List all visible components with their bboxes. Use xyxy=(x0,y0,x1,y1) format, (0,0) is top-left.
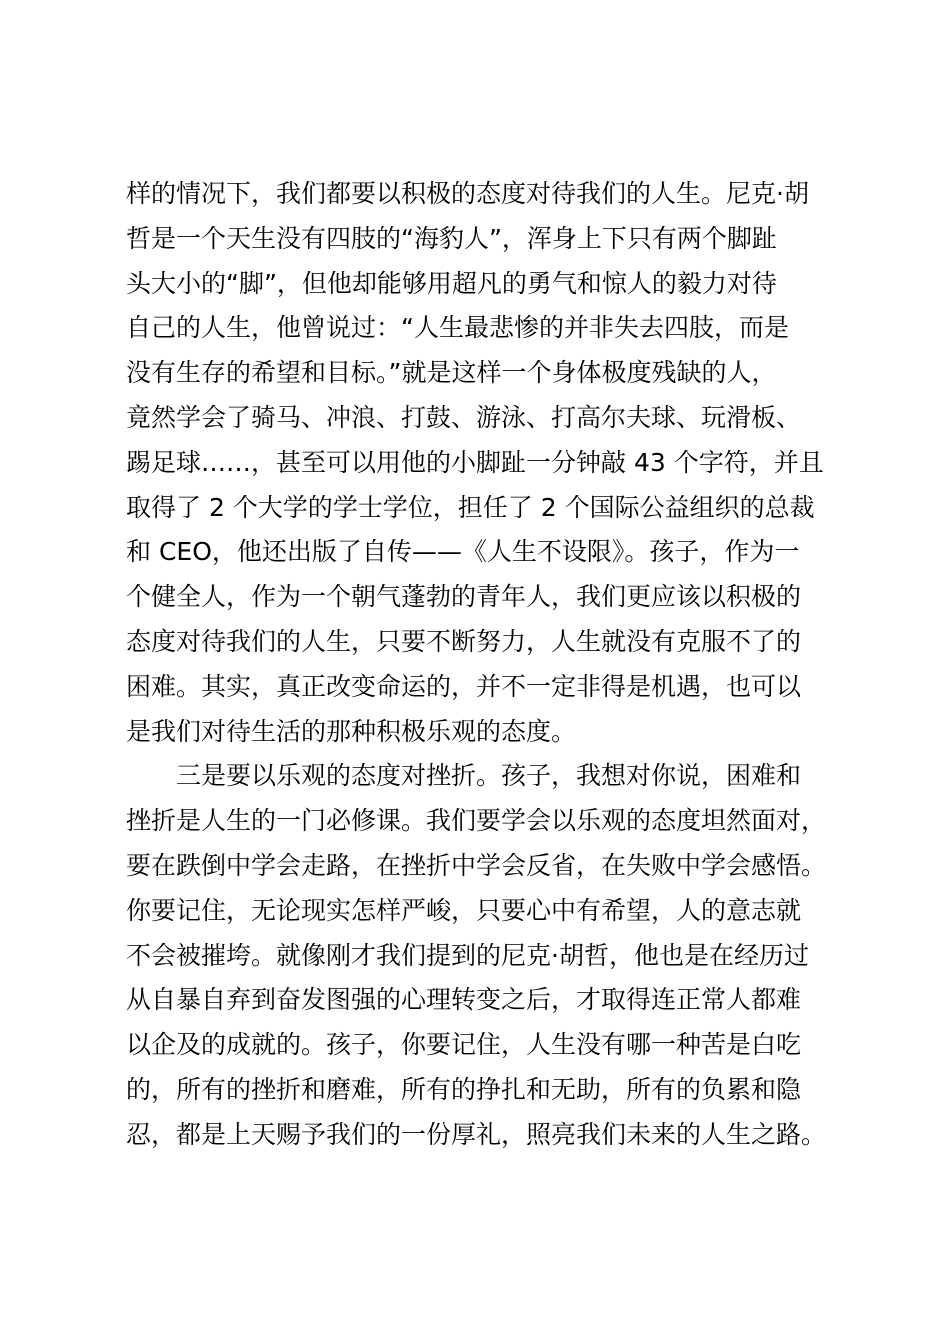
text-line: 和 CEO，他还出版了自传——《人生不设限》。孩子，作为一 xyxy=(126,537,800,567)
text-line: 头大小的“脚”，但他却能够用超凡的勇气和惊人的毅力对待 xyxy=(126,268,777,298)
text-line: 自己的人生，他曾说过：“人生最悲惨的并非失去四肢，而是 xyxy=(126,313,789,343)
text-line: 你要记住，无论现实怎样严峻，只要心中有希望，人的意志就 xyxy=(126,895,802,925)
text-line: 是我们对待生活的那种积极乐观的态度。 xyxy=(126,716,577,746)
text-line: 态度对待我们的人生，只要不断努力，人生就没有克服不了的 xyxy=(126,626,802,656)
text-line: 从自暴自弃到奋发图强的心理转变之后，才取得连正常人都难 xyxy=(126,985,802,1015)
text-line: 个健全人，作为一个朝气蓬勃的青年人，我们更应该以积极的 xyxy=(126,582,802,612)
text-line: 取得了 2 个大学的学士学位，担任了 2 个国际公益组织的总裁 xyxy=(126,492,815,522)
text-line: 的，所有的挫折和磨难，所有的挣扎和无助，所有的负累和隐 xyxy=(126,1074,802,1104)
text-line: 困难。其实，真正改变命运的，并不一定非得是机遇，也可以 xyxy=(126,671,802,701)
text-line: 样的情况下，我们都要以积极的态度对待我们的人生。尼克·胡 xyxy=(126,179,809,208)
text-line: 没有生存的希望和目标。”就是这样一个身体极度残缺的人， xyxy=(126,358,777,388)
text-line: 挫折是人生的一门必修课。我们要学会以乐观的态度坦然面对， xyxy=(126,806,827,836)
text-line: 踢足球……，甚至可以用他的小脚趾一分钟敲 43 个字符，并且 xyxy=(126,447,824,477)
text-line: 以企及的成就的。孩子，你要记住，人生没有哪一种苦是白吃 xyxy=(126,1030,802,1060)
paragraph-start-line: 三是要以乐观的态度对挫折。孩子，我想对你说，困难和 xyxy=(176,761,802,791)
text-line: 忍，都是上天赐予我们的一份厚礼，照亮我们未来的人生之路。 xyxy=(126,1119,827,1149)
text-line: 哲是一个天生没有四肢的“海豹人”，浑身上下只有两个脚趾 xyxy=(126,223,777,253)
text-line: 要在跌倒中学会走路，在挫折中学会反省，在失败中学会感悟。 xyxy=(126,850,827,880)
text-line: 竟然学会了骑马、冲浪、打鼓、游泳、打高尔夫球、玩滑板、 xyxy=(126,402,802,432)
body-text xyxy=(126,172,846,1158)
text-line: 不会被摧垮。就像刚才我们提到的尼克·胡哲，他也是在经历过 xyxy=(126,940,809,970)
